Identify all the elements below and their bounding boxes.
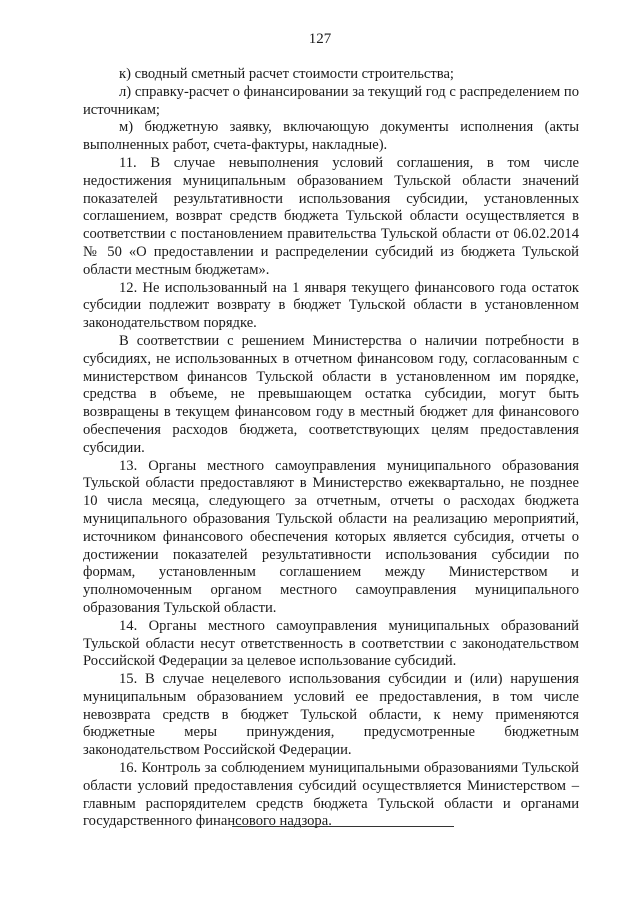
paragraph-m: м) бюджетную заявку, включающую документы исполнения (акты выполненных работ, счета-фактуры, накладные). xyxy=(83,119,579,154)
page-number: 127 xyxy=(308,31,332,47)
document-body xyxy=(83,66,579,831)
paragraph-11: 11. В случае невыполнения условий соглашения, в том числе недостижения муниципальным образованием Тульской области значений показателей результативности использования субсидии, установленных соглашением, возврат средств бюджета Тульской области осуществляется в соответствии с постановлением правительства Тульской области от 06.02.2014 № 50 «О предоставлении и распределении субсидий из бюджета Тульской области местным бюджетам». xyxy=(83,154,579,278)
end-separator-line xyxy=(232,826,454,827)
paragraph-16: 16. Контроль за соблюдением муниципальными образованиями Тульской области условий предоставления субсидий осуществляется Министерством – главным распорядителем средств бюджета Тульской области и органами государственного финансового надзора. xyxy=(83,760,579,830)
paragraph-l: л) справку-расчет о финансировании за текущий год с распределением по источникам; xyxy=(83,83,579,118)
paragraph-12: 12. Не использованный на 1 января текущего финансового года остаток субсидии подлежит возврату в бюджет Тульской области в установленном законодательством порядке. xyxy=(83,279,579,332)
paragraph-k: к) сводный сметный расчет стоимости строительства; xyxy=(119,66,454,82)
paragraph-12-continued: В соответствии с решением Министерства о наличии потребности в субсидиях, не использованных в отчетном финансовом году, согласованным с министерством финансов Тульской области в установленном им порядке, средства в объеме, не превышающем остатка субсидии, могут быть возвращены в текущем финансовом году в местный бюджет для финансового обеспечения расходов бюджета, соответствующих целям предоставления субсидии. xyxy=(83,332,579,456)
paragraph-14: 14. Органы местного самоуправления муниципальных образований Тульской области несут ответственность в соответствии с законодательством Российской Федерации за целевое использование субсидий. xyxy=(83,617,579,670)
paragraph-15: 15. В случае нецелевого использования субсидии и (или) нарушения муниципальным образованием условий ее предоставления, в том числе невозврата средств в бюджет Тульской области, к нему применяются бюджетные меры принуждения, предусмотренные бюджетным законодательством Российской Федерации. xyxy=(83,671,579,759)
paragraph-13: 13. Органы местного самоуправления муниципального образования Тульской области предоставляют в Министерство ежеквартально, не позднее 10 числа месяца, следующего за отчетным, отчеты о расходах бюджета муниципального образования Тульской области на реализацию мероприятий, источником финансового обеспечения которых является субсидия, отчеты о достижении показателей результативности использования субсидии по формам, установленным соглашением между Министерством и уполномоченным органом местного самоуправления муниципального образования Тульской области. xyxy=(83,457,579,616)
